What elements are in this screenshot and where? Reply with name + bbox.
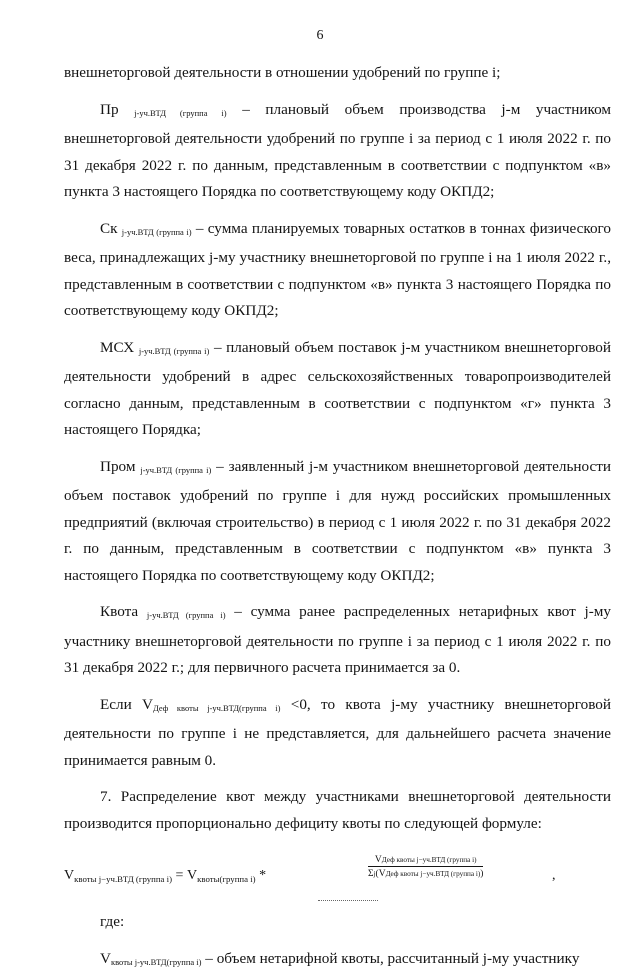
formula-subscript: Деф квоты j−уч.ВТД (группа i) [386, 870, 481, 878]
formula-v-symbol: V [187, 868, 197, 883]
term: МСХ [100, 339, 134, 356]
sigma-subscript: j [374, 870, 376, 878]
condition-paragraph [64, 692, 611, 775]
document-body [64, 60, 611, 975]
term: V [142, 696, 153, 713]
formula-v-symbol: (V [376, 869, 386, 879]
definition-text: – сумма планируемых товарных остатков в тоннах физического веса, принадлежащих j-му участнику внешнеторговой по группе i на 1 июля 2022 г., представленным в соответствии с подпунктом «в» пункта 3 настоящего Порядка по соответствующему коду ОКПД2; [64, 220, 611, 320]
formula-multiply: * [256, 868, 267, 883]
fraction-numerator [368, 855, 483, 867]
definition-pr [64, 97, 611, 206]
paragraph-continuation [64, 60, 611, 87]
term: Ск [100, 220, 118, 237]
term-subscript: j-уч.ВТД (группа i) [139, 346, 210, 356]
term-subscript: квоты j-уч.ВТД(группа i) [111, 957, 202, 967]
term-subscript: j-уч.ВТД (группа i) [147, 610, 226, 620]
definition-text: – заявленный j-м участником внешнеторговой деятельности объем поставок удобрений по группе i для нужд российских промышленных предприятий (включая строительство) в период с 1 июля 2022 г. по 31 декабря 2022 г. по данным, представленным в соответствии с подпунктом «в» пункта 3 настоящего Порядка по соответствующему коду ОКПД2; [64, 458, 611, 584]
paragraph-text: 7. Распределение квот между участниками внешнеторговой деятельности производится пропорционально дефициту квоты по следующей формуле: [64, 788, 611, 832]
term: Пр [100, 101, 119, 118]
definition-text: – плановый объем производства j-м участником внешнеторговой деятельности удобрений по группе i за период с 1 июля 2022 г. по 31 декабря 2022 г. по данным, представленным в соответствии с подпунктом «в» пункта 3 настоящего Порядка по соответствующему коду ОКПД2; [64, 101, 611, 201]
definition-text: – плановый объем поставок j-м участником внешнеторговой деятельности удобрений в адрес сельскохозяйственных товаропроизводителей согласно данным, представленным в соответствии с подпунктом «г» пункта 3 настоящего Порядка; [64, 339, 611, 439]
formula-left [64, 868, 266, 884]
condition-text: <0, то квота j-му участнику внешнеторговой деятельности по группе i не представляется, для дальнейшего расчета значение принимается равным 0. [64, 696, 611, 769]
paragraph-text: внешнеторговой деятельности в отношении удобрений по группе i; [64, 64, 501, 81]
definition-msh [64, 335, 611, 444]
definition-v-kvoty [64, 946, 611, 975]
quota-formula [64, 855, 611, 897]
definition-text: – объем нетарифной квоты, рассчитанный j-му участнику [202, 950, 580, 967]
formula-equals: = [172, 868, 187, 883]
section-7-paragraph [64, 784, 611, 837]
fraction-denominator [368, 867, 483, 879]
page-number: 6 [0, 28, 640, 44]
term-subscript: j-уч.ВТД (группа i) [122, 227, 192, 237]
formula-fraction [368, 855, 483, 879]
formula-paren: ) [480, 869, 483, 879]
footer-rule [318, 900, 378, 902]
definition-prom [64, 454, 611, 590]
formula-comma: , [552, 868, 556, 884]
sigma-symbol: Σ [368, 869, 374, 879]
formula-subscript: Деф квоты j−уч.ВТД (группа i) [382, 856, 477, 864]
condition-prefix: Если [100, 696, 142, 713]
formula-v-symbol: V [64, 868, 74, 883]
term-subscript: j-уч.ВТД (группа i) [134, 108, 226, 118]
term-subscript: Деф квоты j-уч.ВТД(группа i) [153, 703, 280, 713]
definition-sk [64, 216, 611, 325]
formula-v-symbol: V [375, 855, 382, 865]
definition-kvota [64, 599, 611, 682]
definition-text: – сумма ранее распределенных нетарифных квот j-му участнику внешнеторговой деятельности по группе i за период с 1 июля 2022 г. по 31 декабря 2022 г.; для первичного расчета принимается за 0. [64, 603, 611, 676]
formula-subscript: квоты(группа i) [197, 874, 256, 884]
term: V [100, 950, 111, 967]
formula-subscript: квоты j−уч.ВТД (группа i) [74, 874, 172, 884]
term: Квота [100, 603, 138, 620]
term: Пром [100, 458, 135, 475]
term-subscript: j-уч.ВТД (группа i) [140, 465, 211, 475]
where-label: где: [64, 909, 611, 936]
